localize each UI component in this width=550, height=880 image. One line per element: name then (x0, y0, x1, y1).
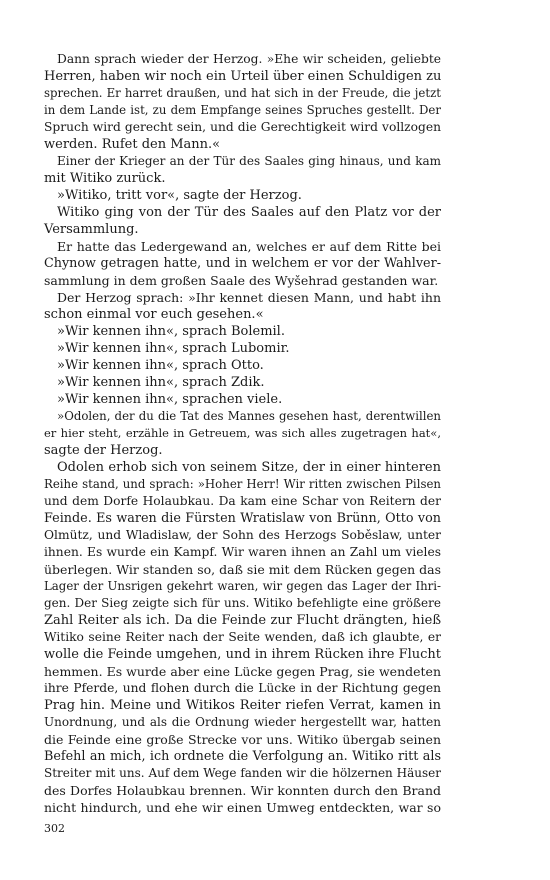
text-line: schon einmal vor euch gesehen.« (44, 307, 264, 322)
text-line: Befehl an mich, ich ordnete die Verfolgung an. Witiko ritt als (44, 749, 441, 764)
text-line: »Wir kennen ihn«, sprach Otto. (57, 358, 264, 373)
text-line: Streiter mit uns. Auf dem Wege fanden wir die hölzernen Häuser (44, 766, 441, 780)
text-line: Witiko ging von der Tür des Saales auf den Platz vor der (57, 205, 441, 220)
text-line: des Dorfes Holaubkau brennen. Wir konnten durch den Brand (44, 783, 441, 798)
text-line: »Wir kennen ihn«, sprach Bolemil. (57, 324, 285, 339)
text-line: und dem Dorfe Holaubkau. Da kam eine Schar von Reitern der (44, 494, 441, 508)
text-line: »Witiko, tritt vor«, sagte der Herzog. (57, 188, 302, 203)
text-line: Spruch wird gerecht sein, und die Gerechtigkeit wird vollzogen (44, 120, 441, 134)
text-line: Witiko seine Reiter nach der Seite wenden, daß ich glaubte, er (44, 630, 441, 644)
text-line: hemmen. Es wurde aber eine Lücke gegen Prag, sie wendeten (44, 664, 441, 679)
text-line: Reihe stand, und sprach: »Hoher Herr! Wir ritten zwischen Pilsen (44, 477, 441, 491)
text-line: mit Witiko zurück. (44, 171, 166, 186)
text-line: sammlung in dem großen Saale des Wyšehrad gestanden war. (44, 273, 439, 288)
text-line: sagte der Herzog. (44, 443, 163, 458)
text-line: ihre Pferde, und flohen durch die Lücke in der Richtung gegen (44, 681, 441, 695)
text-line: Olmütz, und Wladislaw, der Sohn des Herzogs Soběslaw, unter (44, 528, 441, 542)
text-line: »Wir kennen ihn«, sprachen viele. (57, 392, 283, 407)
text-line: Feinde. Es waren die Fürsten Wratislaw von Brünn, Otto von (44, 511, 441, 526)
text-line: Lager der Unsrigen gekehrt waren, wir gegen das Lager der Ihri- (44, 579, 441, 593)
text-line: Zahl Reiter als ich. Da die Feinde zur Flucht drängten, hieß (44, 613, 441, 628)
text-line: sprechen. Er harret draußen, und hat sich in der Freude, die jetzt (44, 86, 441, 100)
text-line: »Wir kennen ihn«, sprach Zdik. (57, 375, 265, 390)
text-line: Prag hin. Meine und Witikos Reiter riefen Verrat, kamen in (44, 698, 441, 713)
text-line: ihnen. Es wurde ein Kampf. Wir waren ihnen an Zahl um vieles (44, 545, 441, 559)
text-line: Er hatte das Ledergewand an, welches er auf dem Ritte bei (57, 239, 441, 254)
body-text (44, 51, 441, 816)
text-line: nicht hindurch, und ehe wir einen Umweg entdeckten, war so (44, 800, 441, 815)
text-line: Odolen erhob sich von seinem Sitze, der in einer hinteren (57, 460, 441, 475)
text-line: Unordnung, und als die Ordnung wieder hergestellt war, hatten (44, 715, 441, 729)
text-line: Einer der Krieger an der Tür des Saales ging hinaus, und kam (57, 154, 441, 168)
page-number: 302 (44, 822, 65, 835)
text-line: Der Herzog sprach: »Ihr kennet diesen Mann, und habt ihn (57, 290, 441, 305)
text-line: wolle die Feinde umgehen, und in ihrem Rücken ihre Flucht (44, 647, 441, 662)
text-line: Versammlung. (44, 222, 139, 237)
text-line: werden. Rufet den Mann.« (44, 137, 221, 152)
text-line: er hier steht, erzähle in Getreuem, was sich alles zugetragen hat«, (44, 426, 441, 440)
text-line: in dem Lande ist, zu dem Empfange seines Spruches gestellt. Der (44, 103, 441, 117)
text-line: Herren, haben wir noch ein Urteil über einen Schuldigen zu (44, 69, 442, 84)
text-line: Dann sprach wieder der Herzog. »Ehe wir scheiden, geliebte (57, 52, 441, 66)
text-line: »Wir kennen ihn«, sprach Lubomir. (57, 341, 290, 356)
text-line: Chynow getragen hatte, und in welchem er vor der Wahlver- (44, 256, 441, 271)
text-line: überlegen. Wir standen so, daß sie mit dem Rücken gegen das (44, 562, 441, 577)
text-line: gen. Der Sieg zeigte sich für uns. Witiko befehligte eine größere (44, 596, 441, 610)
text-line: die Feinde eine große Strecke vor uns. Witiko übergab seinen (44, 732, 441, 747)
text-line: »Odolen, der du die Tat des Mannes gesehen hast, derentwillen (57, 409, 441, 423)
